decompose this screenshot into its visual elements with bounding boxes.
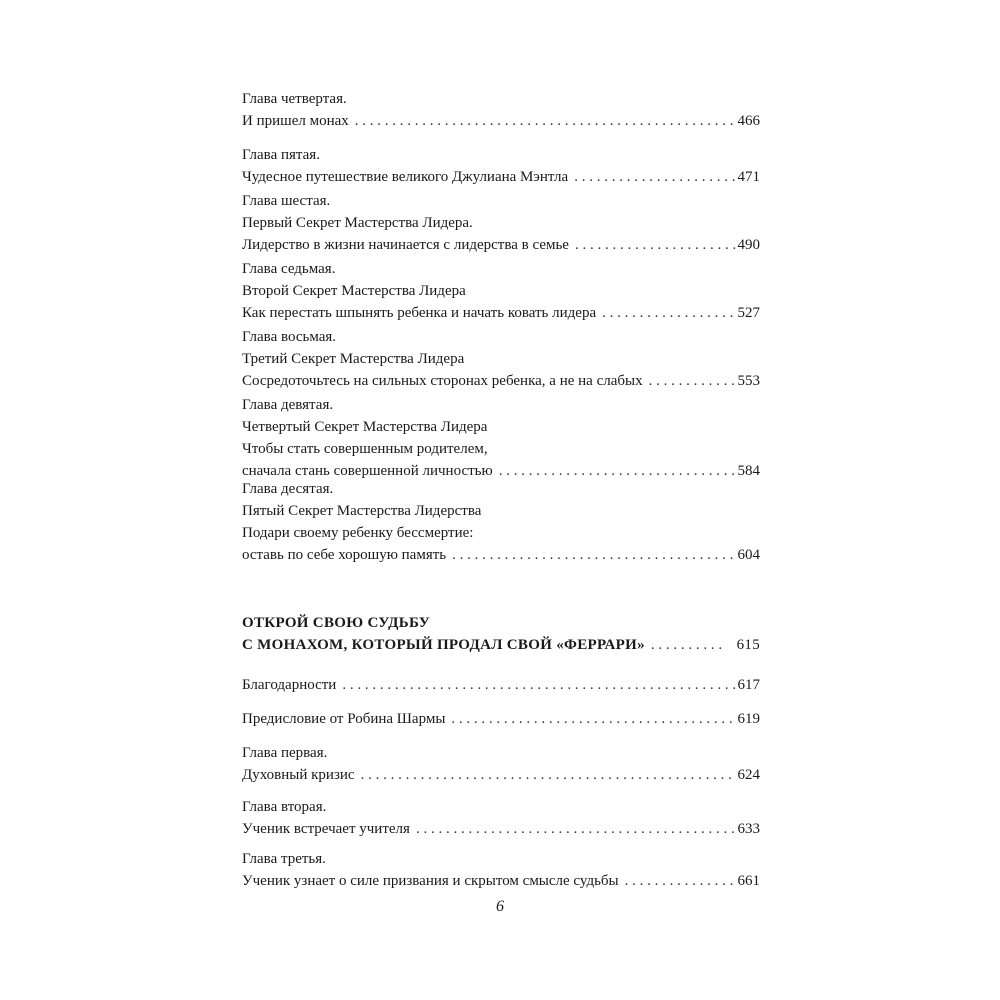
entry-heading: Глава седьмая.	[242, 261, 336, 277]
section-title-line-1: ОТКРОЙ СВОЮ СУДЬБУ	[242, 615, 431, 631]
toc-entry	[242, 796, 760, 840]
entry-heading: Глава четвертая.	[242, 91, 347, 107]
page-number: 615	[736, 637, 760, 653]
entry-heading: Глава восьмая.	[242, 329, 337, 345]
section-heading	[242, 612, 760, 656]
entry-title-line[interactable]: Предисловие от Робина Шармы . . . 619	[242, 708, 760, 730]
page-number: 471	[737, 169, 760, 185]
toc-entry	[242, 258, 760, 324]
page-number: 466	[737, 113, 760, 129]
entry-title-line[interactable]: Чудесное путешествие великого Джулиана Мэнтла . . . 471	[242, 166, 760, 188]
dot-leader	[651, 634, 727, 656]
toc-entry	[242, 326, 760, 392]
page-number: 604	[737, 547, 760, 563]
toc-entry	[242, 848, 760, 892]
dot-leader	[452, 544, 735, 566]
dot-leader	[649, 370, 736, 392]
dot-leader	[342, 674, 735, 696]
toc-entry	[242, 190, 760, 256]
entry-title-line[interactable]: Сосредоточьтесь на сильных сторонах ребенка, а не на слабых . . . 553	[242, 370, 760, 392]
toc-entry	[242, 708, 760, 730]
dot-leader	[602, 302, 735, 324]
toc-entry	[242, 674, 760, 696]
entry-heading: Глава третья.	[242, 851, 326, 867]
entry-subtitle: Четвертый Секрет Мастерства Лидера	[242, 419, 488, 435]
dot-leader	[451, 708, 735, 730]
entry-heading: Глава вторая.	[242, 799, 327, 815]
entry-subtitle: Пятый Секрет Мастерства Лидерства	[242, 503, 482, 519]
dot-leader	[361, 764, 736, 786]
page-number: 633	[737, 821, 760, 837]
entry-title-line[interactable]: И пришел монах . . . 466	[242, 110, 760, 132]
entry-heading: Глава десятая.	[242, 481, 334, 497]
page-number: 619	[737, 711, 760, 727]
entry-subtitle: Подари своему ребенку бессмертие:	[242, 525, 474, 541]
toc-entry	[242, 144, 760, 188]
page-number: 661	[737, 873, 760, 889]
section-title-line-2[interactable]: С МОНАХОМ, КОТОРЫЙ ПРОДАЛ СВОЙ «ФЕРРАРИ» . . . 615	[242, 634, 760, 656]
dot-leader	[574, 166, 735, 188]
toc-entry	[242, 478, 760, 566]
page-number: 527	[737, 305, 760, 321]
page-number: 617	[737, 677, 760, 693]
toc-entry	[242, 88, 760, 132]
entry-title-line[interactable]: Как перестать шпынять ребенка и начать ковать лидера . . . 527	[242, 302, 760, 324]
entry-heading: Глава шестая.	[242, 193, 331, 209]
entry-title-line[interactable]: Ученик узнает о силе призвания и скрытом смысле судьбы . . . 661	[242, 870, 760, 892]
entry-title-line[interactable]: Лидерство в жизни начинается с лидерства в семье . . . 490	[242, 234, 760, 256]
entry-heading: Глава девятая.	[242, 397, 334, 413]
entry-title-line[interactable]: Благодарности . . . 617	[242, 674, 760, 696]
entry-title-line[interactable]: сначала стань совершенной личностью . . . 584	[242, 460, 760, 482]
entry-title-line[interactable]: Ученик встречает учителя . . . 633	[242, 818, 760, 840]
entry-title-line[interactable]: оставь по себе хорошую память . . . 604	[242, 544, 760, 566]
entry-heading: Глава первая.	[242, 745, 328, 761]
page-number: 584	[737, 463, 760, 479]
page-number: 624	[737, 767, 760, 783]
entry-heading: Глава пятая.	[242, 147, 320, 163]
entry-subtitle: Чтобы стать совершенным родителем,	[242, 441, 488, 457]
dot-leader	[355, 110, 736, 132]
entry-title-line[interactable]: Духовный кризис . . . 624	[242, 764, 760, 786]
toc-entry	[242, 742, 760, 786]
page-number-footer: 6	[496, 898, 504, 915]
dot-leader	[575, 234, 736, 256]
page-number: 490	[737, 237, 760, 253]
entry-subtitle: Второй Секрет Мастерства Лидера	[242, 283, 466, 299]
dot-leader	[416, 818, 736, 840]
toc-entry	[242, 394, 760, 482]
entry-subtitle: Первый Секрет Мастерства Лидера.	[242, 215, 473, 231]
entry-subtitle: Третий Секрет Мастерства Лидера	[242, 351, 465, 367]
page-number: 553	[737, 373, 760, 389]
dot-leader	[625, 870, 736, 892]
